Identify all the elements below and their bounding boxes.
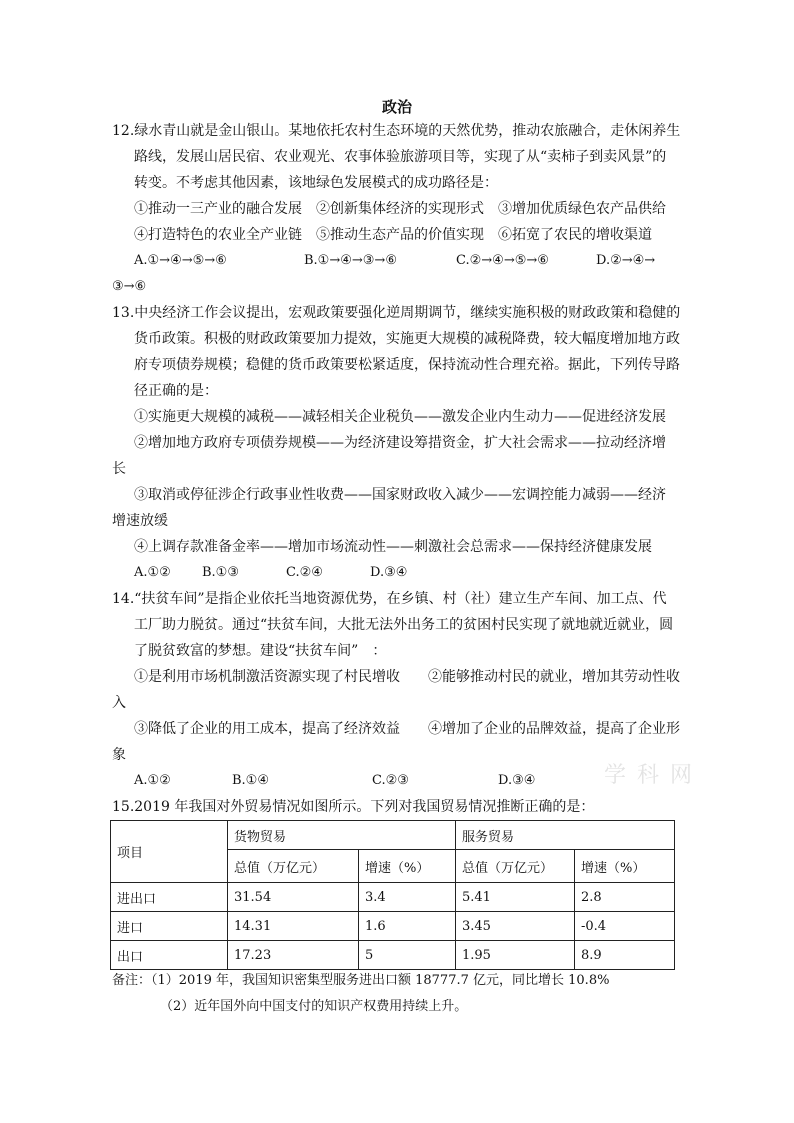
q12-choice-d: D.②→④→ xyxy=(596,253,656,268)
table-cell: 3.4 xyxy=(359,883,456,912)
q14-choice-a: A.①② xyxy=(134,773,171,788)
q13-choice-b: B.①③ xyxy=(202,565,239,580)
table-notes xyxy=(112,968,609,1020)
table-row-label: 出口 xyxy=(111,941,228,970)
q12-choice-c: C.②→④→⑤→⑥ xyxy=(456,253,549,268)
q12-options-row-1: ①推动一三产业的融合发展 ②创新集体经济的实现形式 ③增加优质绿色农产品供给 xyxy=(134,201,666,217)
table-cell: -0.4 xyxy=(575,912,675,941)
table-row-label: 进口 xyxy=(111,912,228,941)
q14-options-row-1 xyxy=(112,664,682,690)
q13-stem-line-1: 13.中央经济工作会议提出，宏观政策要强化逆周期调节，继续实施积极的财政政策和稳健的 xyxy=(112,305,681,321)
table-row xyxy=(111,883,675,912)
table-cell: 31.54 xyxy=(228,883,359,912)
q13-choices xyxy=(112,560,682,586)
q14-option-2-wrap: 入 xyxy=(112,695,126,711)
table-cell: 1.95 xyxy=(456,941,575,970)
q12-choice-b: B.①→④→③→⑥ xyxy=(304,253,397,268)
question-14 xyxy=(112,586,682,794)
q14-option-4: ④增加了企业的品牌效益，提高了企业形 xyxy=(428,721,680,737)
table-row-label: 进出口 xyxy=(111,883,228,912)
q14-option-1: ①是利用市场机制激活资源实现了村民增收 xyxy=(134,669,400,685)
table-group-services: 服务贸易 xyxy=(456,821,675,850)
q12-choice-d-wrap: ③→⑥ xyxy=(112,279,147,294)
table-cell: 3.45 xyxy=(456,912,575,941)
q13-stem-line-4: 径正确的是： xyxy=(134,383,218,399)
q15-stem: 15.2019 年我国对外贸易情况如图所示。下列对我国贸易情况推断正确的是： xyxy=(112,799,595,815)
q13-option-4: ④上调存款准备金率——增加市场流动性——刺激社会总需求——保持经济健康发展 xyxy=(134,539,652,555)
q14-option-2: ②能够推动村民的就业，增加其劳动性收 xyxy=(428,669,680,685)
table-row xyxy=(111,941,675,970)
table-row xyxy=(111,912,675,941)
q13-stem-line-3: 府专项债券规模；稳健的货币政策要松紧适度，保持流动性合理充裕。据此，下列传导路 xyxy=(134,357,680,373)
q14-choice-d: D.③④ xyxy=(498,773,536,788)
table-cell: 5 xyxy=(359,941,456,970)
q12-options-row-2: ④打造特色的农业全产业链 ⑤推动生态产品的价值实现 ⑥拓宽了农民的增收渠道 xyxy=(134,227,652,243)
q13-stem-line-2: 货币政策。积极的财政政策要加力提效，实施更大规模的减税降费，较大幅度增加地方政 xyxy=(134,331,680,347)
table-cell: 5.41 xyxy=(456,883,575,912)
question-12 xyxy=(112,118,682,300)
q14-stem-line-3: 了脱贫致富的梦想。建设“扶贫车间” ： xyxy=(134,643,387,659)
question-15 xyxy=(112,794,682,820)
table-subheader: 增速（%） xyxy=(575,850,675,883)
table-item-header: 项目 xyxy=(111,821,228,883)
q14-choices xyxy=(112,768,682,794)
q14-option-4-wrap: 象 xyxy=(112,747,126,763)
table-cell: 17.23 xyxy=(228,941,359,970)
q12-stem-line-1: 12.绿水青山就是金山银山。某地依托农村生态环境的天然优势，推动农旅融合，走休闲养生 xyxy=(112,123,681,139)
q13-option-2: ②增加地方政府专项债券规模——为经济建设筹措资金，扩大社会需求——拉动经济增 xyxy=(134,435,666,451)
table-subheader: 总值（万亿元） xyxy=(228,850,359,883)
q12-choice-a: A.①→④→⑤→⑥ xyxy=(134,253,227,268)
q14-stem-line-2: 工厂助力脱贫。通过“扶贫车间，大批无法外出务工的贫困村民实现了就地就近就业，圆 xyxy=(134,617,674,633)
page-title: 政治 xyxy=(381,98,412,116)
table-cell: 1.6 xyxy=(359,912,456,941)
note-1: 备注：（1）2019 年，我国知识密集型服务进出口额 18777.7 亿元，同比增长 10.8% xyxy=(112,973,610,988)
q12-stem-line-2: 路线，发展山居民宿、农业观光、农事体验旅游项目等，实现了从“卖柿子到卖风景”的 xyxy=(134,149,667,165)
table-cell: 2.8 xyxy=(575,883,675,912)
q13-choice-d: D.③④ xyxy=(370,565,408,580)
q12-choices xyxy=(112,248,682,274)
q13-option-1: ①实施更大规模的减税——减轻相关企业税负——激发企业内生动力——促进经济发展 xyxy=(134,409,666,425)
note-2: （2）近年国外向中国支付的知识产权费用持续上升。 xyxy=(160,999,468,1014)
table-subheader: 总值（万亿元） xyxy=(456,850,575,883)
table-subheader: 增速（%） xyxy=(359,850,456,883)
q13-option-2-wrap: 长 xyxy=(112,461,126,477)
q14-stem-line-1: 14.“扶贫车间”是指企业依托当地资源优势，在乡镇、村（社）建立生产车间、加工点、代 xyxy=(112,591,667,607)
watermark: 学 科 网 xyxy=(604,763,694,788)
q12-stem-line-3: 转变。不考虑其他因素，该地绿色发展模式的成功路径是： xyxy=(134,175,498,191)
q14-options-row-2 xyxy=(112,716,682,742)
q14-choice-c: C.②③ xyxy=(372,773,409,788)
q14-option-3: ③降低了企业的用工成本，提高了经济效益 xyxy=(134,721,400,737)
table-cell: 8.9 xyxy=(575,941,675,970)
question-13 xyxy=(112,300,682,586)
q13-choice-c: C.②④ xyxy=(286,565,323,580)
q13-option-3: ③取消或停征涉企行政事业性收费——国家财政收入减少——宏调控能力减弱——经济 xyxy=(134,487,666,503)
table-cell: 14.31 xyxy=(228,912,359,941)
q13-option-3-wrap: 增速放缓 xyxy=(112,513,168,529)
trade-table xyxy=(110,820,675,970)
table-group-goods: 货物贸易 xyxy=(228,821,456,850)
q13-choice-a: A.①② xyxy=(134,565,171,580)
q14-choice-b: B.①④ xyxy=(232,773,269,788)
table-header-row-1 xyxy=(111,821,675,850)
